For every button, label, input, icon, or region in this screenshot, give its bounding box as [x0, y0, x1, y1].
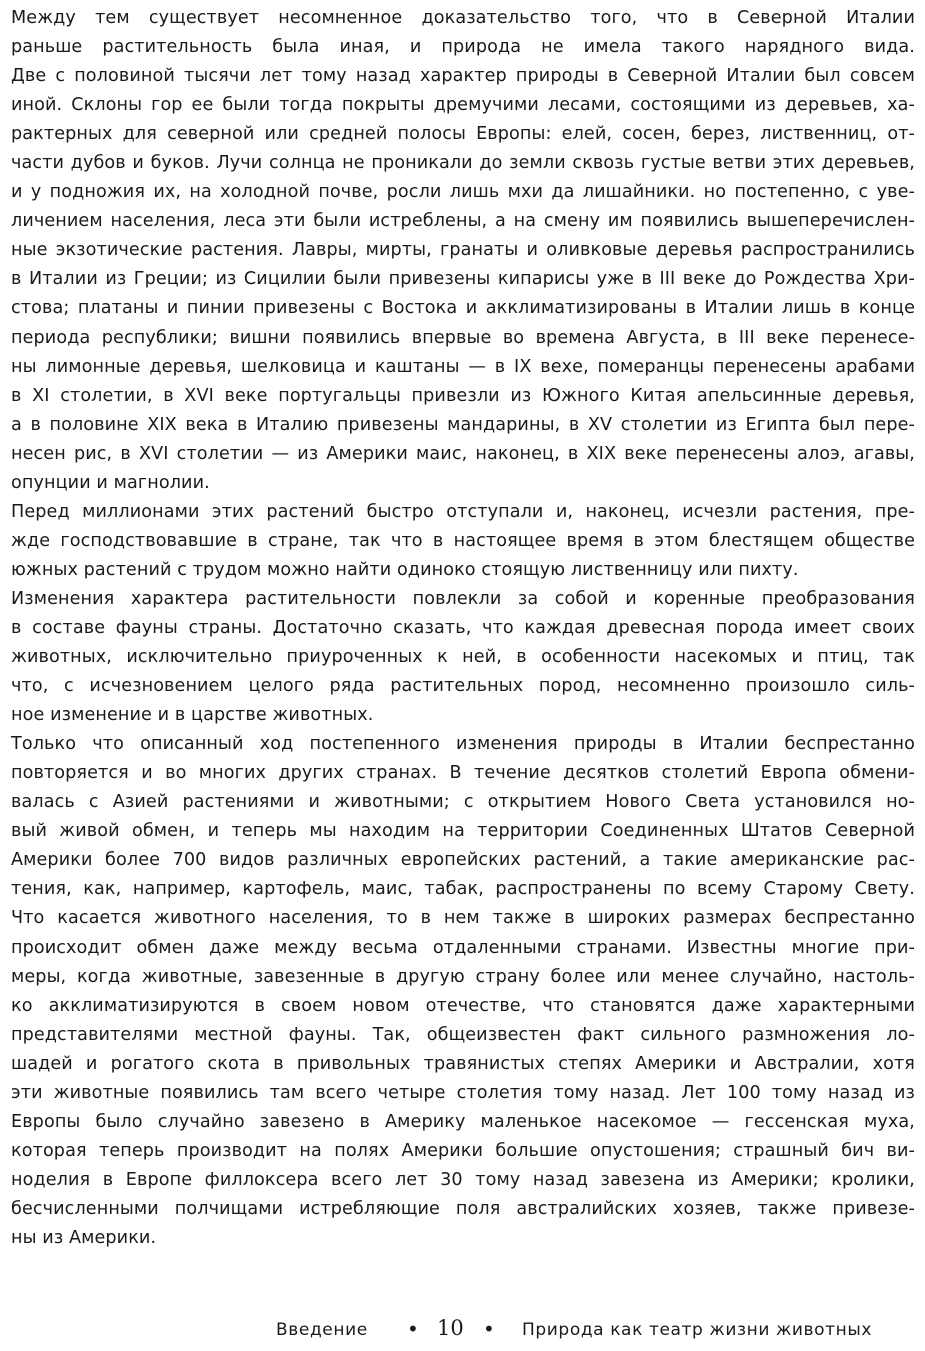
text-line: шадей и рогатого скота в привольных травянистых степях Америки и Австралии, хотя	[11, 1053, 915, 1074]
text-line: в XI столетии, в XVI веке португальцы привезли из Южного Китая апельсинные деревья,	[11, 385, 915, 406]
text-line: жде господствовавшие в стране, так что в настоящее время в этом блестящем обществе	[11, 530, 915, 551]
text-line: в Италии из Греции; из Сицилии были привезены кипарисы уже в III веке до Рождества Хри-	[11, 269, 915, 290]
body-text	[11, 4, 915, 1253]
text-line: представителями местной фауны. Так, общеизвестен факт сильного размножения ло-	[11, 1024, 915, 1045]
text-line: южных растений с трудом можно найти одиноко стоящую лиственницу или пихту.	[11, 559, 799, 580]
footer-book-title: Природа как театр жизни животных	[522, 1320, 873, 1340]
text-line: меры, когда животные, завезенные в другую страну более или менее случайно, настоль-	[11, 966, 915, 987]
text-line: Между тем существует несомненное доказательство того, что в Северной Италии	[11, 8, 915, 28]
page-number: 10	[437, 1316, 464, 1340]
text-line: происходит обмен даже между весьма отдаленными странами. Известны многие при-	[11, 937, 915, 958]
text-line: что, с исчезновением целого ряда растительных пород, несомненно произошло силь-	[11, 676, 915, 697]
text-line: эти животные появились там всего четыре столетия тому назад. Лет 100 тому назад из	[11, 1082, 915, 1103]
text-line: раньше растительность была иная, и природа не имела такого нарядного вида.	[11, 37, 915, 58]
text-line: ноделия в Европе филлоксера всего лет 30 тому назад завезена из Америки; кролики,	[11, 1169, 915, 1190]
text-line: стова; платаны и пинии привезены с Востока и акклиматизированы в Италии лишь в конце	[11, 298, 915, 319]
text-line: а в половине XIX века в Италию привезены мандарины, в XV столетии из Египта был пере-	[11, 414, 915, 435]
text-line: повторяется и во многих других странах. В течение десятков столетий Европа обмени-	[11, 763, 915, 784]
text-line: тения, как, например, картофель, маис, табак, распространены по всему Старому Свету.	[11, 879, 915, 900]
text-line: ное изменение и в царстве животных.	[11, 705, 374, 726]
footer-separator-dot: •	[483, 1317, 495, 1341]
text-line: валась с Азией растениями и животными; с открытием Нового Света установился но-	[11, 792, 915, 813]
text-line: иной. Склоны гор ее были тогда покрыты дремучими лесами, состоящими из деревьев, ха-	[11, 95, 915, 116]
text-line: бесчисленными полчищами истребляющие поля австралийских хозяев, также привезе-	[11, 1198, 915, 1219]
text-line: ны лимонные деревья, шелковица и каштаны — в IX вехе, померанцы перенесены арабами	[11, 356, 915, 377]
text-line: животных, исключительно приуроченных к ней, в особенности насекомых и птиц, так	[11, 647, 915, 668]
text-line: периода республики; вишни появились впервые во времена Августа, в III веке перенесе-	[11, 327, 915, 348]
text-line: рактерных для северной или средней полосы Европы: елей, сосен, берез, лиственниц, от-	[11, 124, 915, 145]
text-line: несен рис, в XVI столетии — из Америки маис, наконец, в XIX веке перенесены алоэ, агавы,	[11, 443, 915, 464]
text-line: Что касается животного населения, то в нем также в широких размерах беспрестанно	[11, 908, 915, 929]
text-line: вый живой обмен, и теперь мы находим на территории Соединенных Штатов Северной	[11, 821, 915, 842]
text-line: Америки более 700 видов различных европейских растений, а такие американские рас-	[11, 850, 915, 871]
text-line: и у подножия их, на холодной почве, росли лишь мхи да лишайники. но постепенно, с уве-	[11, 182, 915, 203]
text-line: ны из Америки.	[11, 1227, 157, 1248]
text-line: опунции и магнолии.	[11, 472, 210, 493]
text-line: ные экзотические растения. Лавры, мирты, гранаты и оливковые деревья распространились	[11, 240, 915, 261]
footer-separator-dot: •	[407, 1317, 419, 1341]
text-line: Перед миллионами этих растений быстро отступали и, наконец, исчезли растения, пре-	[11, 501, 915, 522]
text-line: Изменения характера растительности повлекли за собой и коренные преобразования	[11, 588, 915, 609]
text-line: Две с половиной тысячи лет тому назад характер природы в Северной Италии был совсем	[11, 66, 915, 87]
text-line: Только что описанный ход постепенного изменения природы в Италии беспрестанно	[11, 734, 915, 755]
footer-section-title: Введение	[276, 1320, 368, 1340]
text-line: ко акклиматизируются в своем новом отечестве, что становятся даже характерными	[11, 995, 915, 1016]
text-line: в составе фауны страны. Достаточно сказать, что каждая древесная порода имеет своих	[11, 617, 915, 638]
text-line: Европы было случайно завезено в Америку маленькое насекомое — гессенская муха,	[11, 1111, 915, 1132]
text-line: личением населения, леса эти были истреблены, а на смену им появились вышеперечислен-	[11, 211, 915, 232]
text-line: части дубов и буков. Лучи солнца не проникали до земли сквозь густые ветви этих деревьев,	[11, 153, 915, 174]
page-footer	[0, 1315, 925, 1345]
text-line: которая теперь производит на полях Америки большие опустошения; страшный бич ви-	[11, 1140, 915, 1161]
